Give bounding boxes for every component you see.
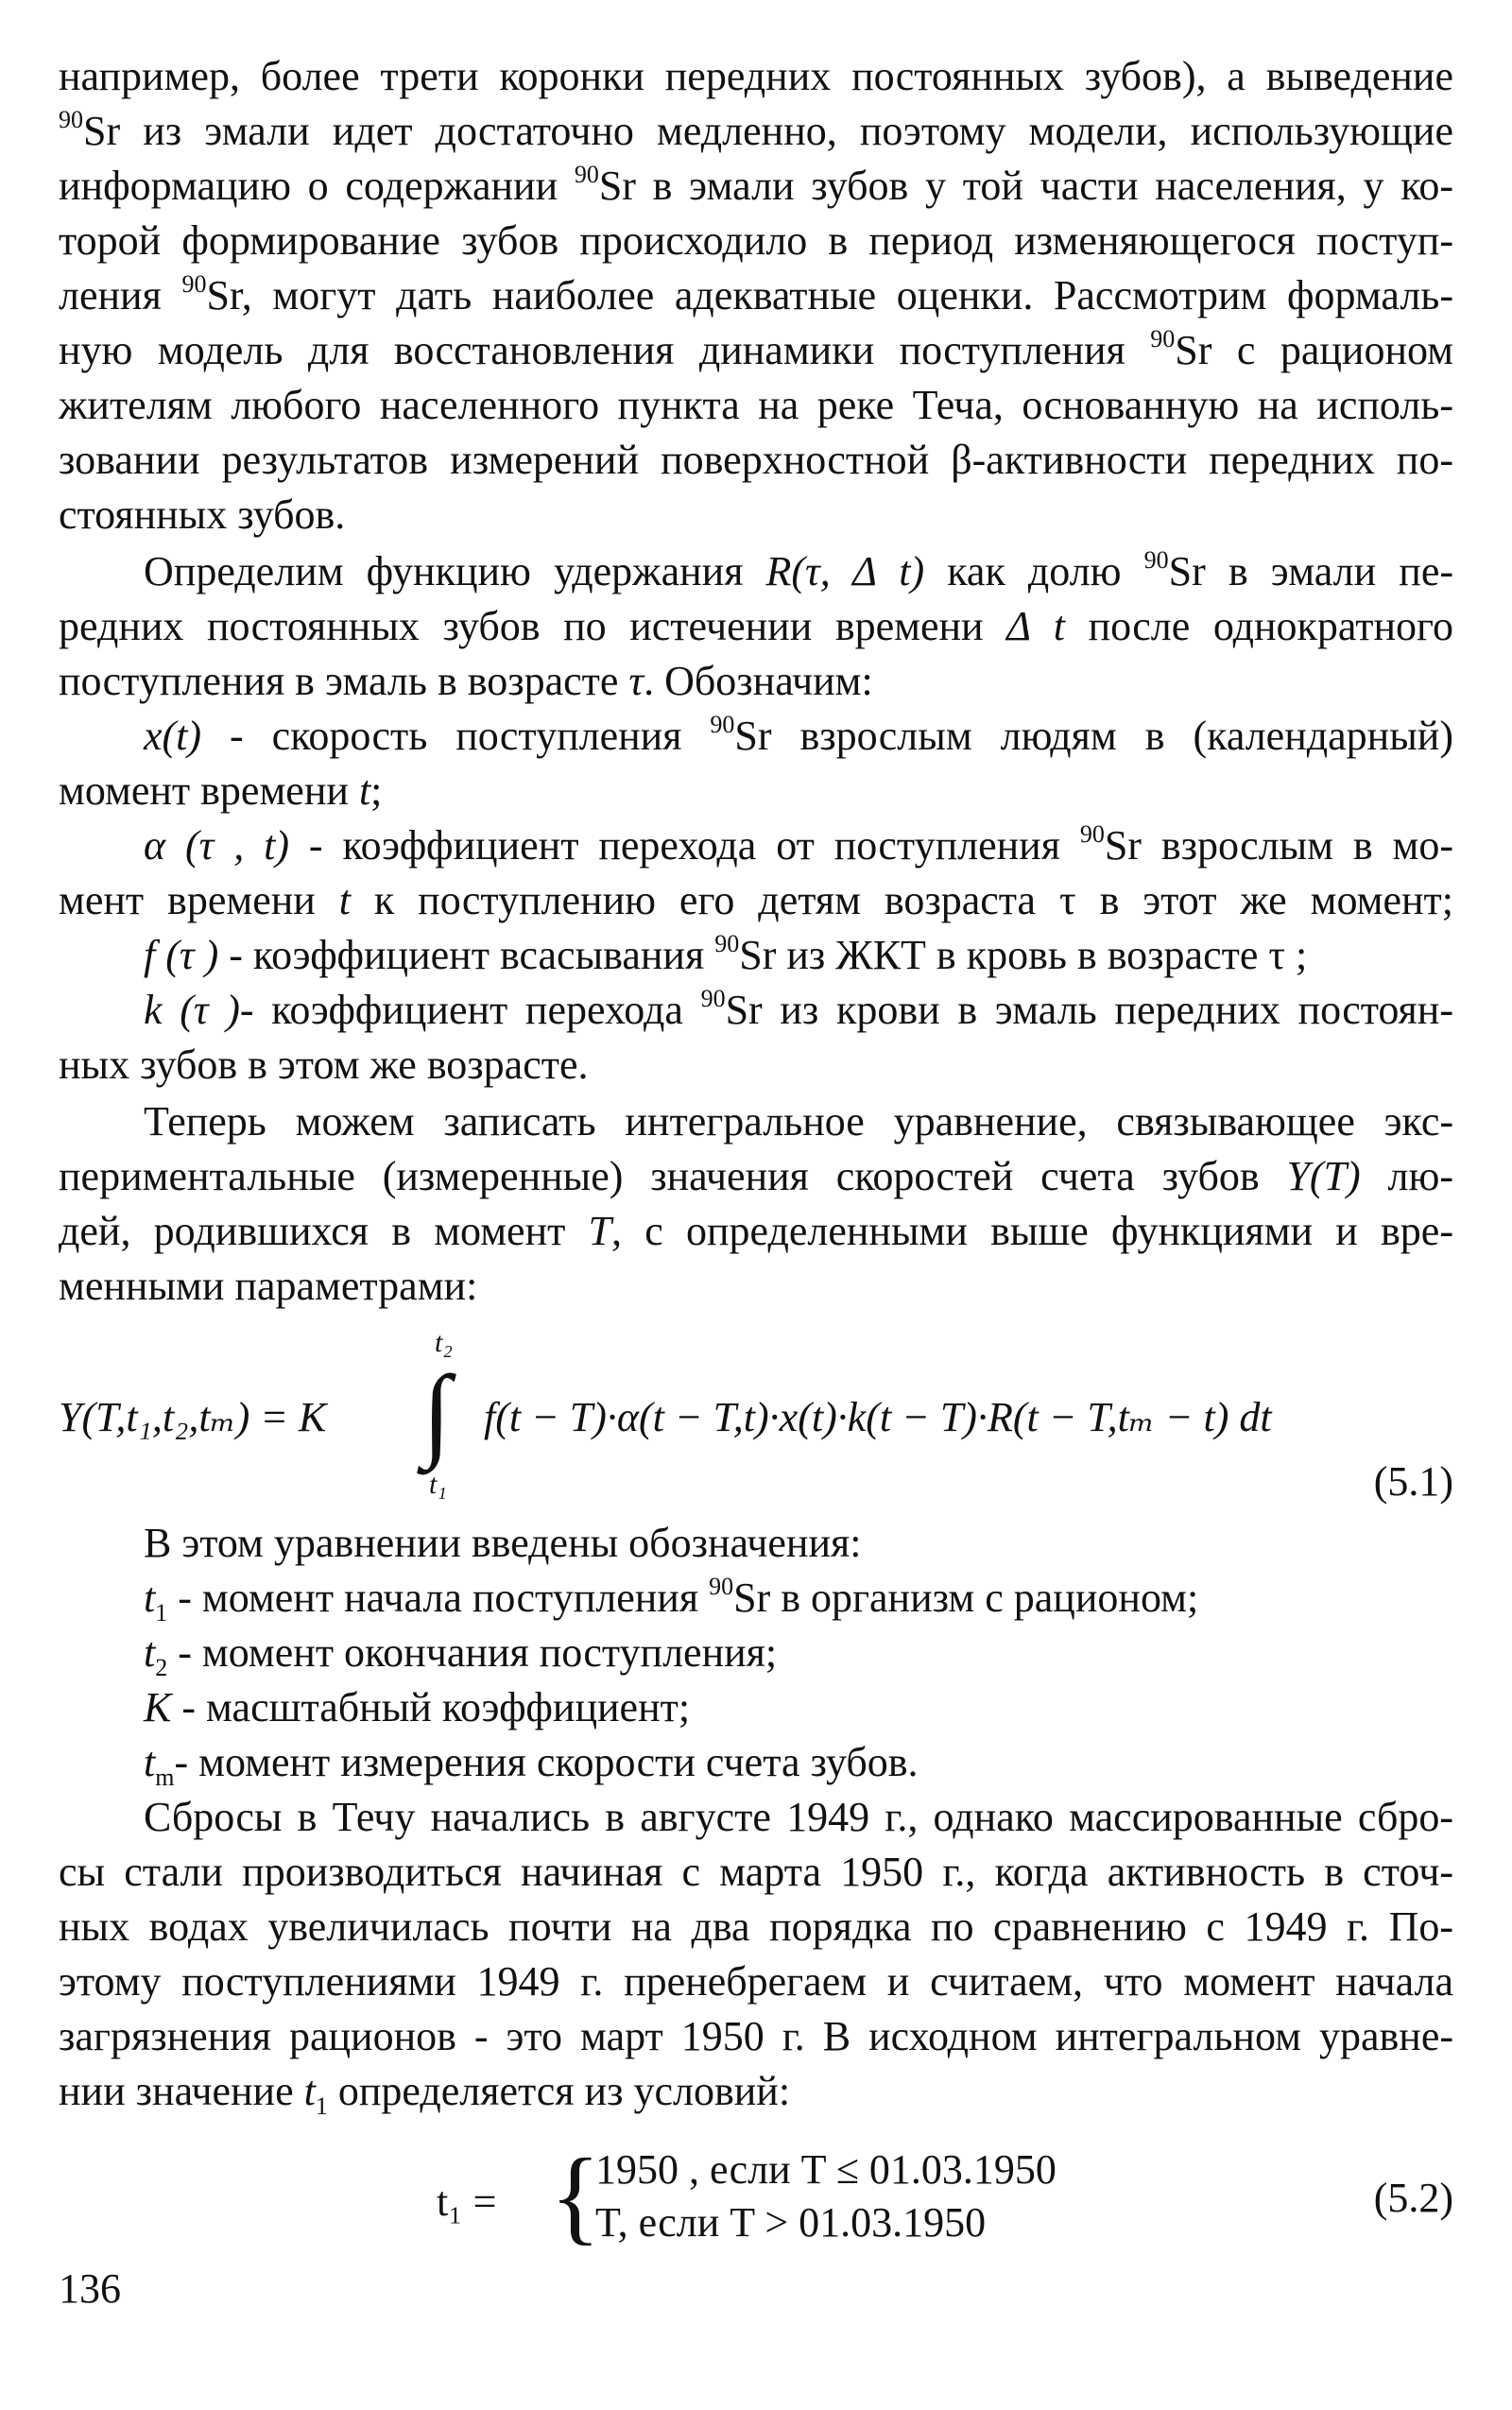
definition-item-continued: ных зубов в этом же возрасте. [59, 1041, 589, 1088]
definition-item: α (τ , t) - коэффициент перехода от поступления $^{90}$Sr взрослым в мо- [144, 820, 1454, 869]
text-line: торой формирование зубов происходило в период изменяющегося поступ- [59, 217, 1453, 264]
integrand: f(t − T)·α(t − T,t)·x(t)·k(t − T)·R(t − T,tₘ − t) dt [484, 1394, 1272, 1440]
definition-item: k (τ )- коэффициент перехода $^{90}$Sr из крови в эмаль передних постоян- [144, 985, 1453, 1033]
equation-number: (5.1) [1373, 1458, 1453, 1505]
equation-lhs: t₁ = [437, 2178, 497, 2225]
notation-item: $t_m-$ момент измерения скорости счета зубов. [144, 1739, 919, 1791]
text-line: Определим функцию удержания R(τ, Δ t) как долю $^{90}$Sr в эмали пе- [144, 546, 1454, 594]
notation-item: $t_2$ - момент окончания поступления; [144, 1629, 778, 1681]
integral-sign: ∫ [422, 1354, 452, 1470]
text-line: дей, родившихся в момент T, с определенными выше функциями и вре- [59, 1208, 1453, 1254]
equation-5-1 [59, 1327, 1453, 1516]
notation-item: $t_1$ - момент начала поступления $^{90}$Sr в организм с рационом; [144, 1573, 1199, 1627]
paragraph-continuation [59, 49, 1453, 542]
text-line: жителям любого населенного пункта на реке Теча, основанную на исполь- [59, 382, 1453, 428]
definition-item: f (τ ) - коэффициент всасывания $^{90}$Sr из ЖКТ в кровь в возрасте τ ; [144, 930, 1308, 978]
text-line: информацию о содержании $^{90}$Sr в эмали зубов у той части населения, у ко- [59, 161, 1453, 209]
text-line: ных водах увеличилась почти на два порядка по сравнению с 1949 г. По- [59, 1903, 1453, 1950]
text-line: $^{90}$Sr из эмали идет достаточно медленно, поэтому модели, использующие [59, 106, 1453, 154]
text-line: Сбросы в Течу начались в августе 1949 г., однако массированные сбро- [144, 1794, 1453, 1840]
equation-5-2 [59, 2138, 1453, 2259]
equation-lhs: Y(T,t₁,t₂,tₘ) = K [59, 1394, 327, 1440]
integral-upper-limit: t₂ [435, 1327, 453, 1358]
page-number: 136 [59, 2265, 121, 2312]
paragraph-retention-function [59, 544, 1453, 709]
paragraph-discharges [59, 1790, 1453, 2119]
text-line: загрязнения рационов - это март 1950 г. В исходном интегральном уравне- [59, 2013, 1453, 2059]
text-line: ления $^{90}$Sr, могут дать наиболее адекватные оценки. Рассмотрим формаль- [59, 270, 1453, 318]
case-second: T, если T > 01.03.1950 [595, 2199, 987, 2246]
text-line: поступления в эмаль в возрасте τ. Обозначим: [59, 658, 873, 704]
notation-intro: В этом уравнении введены обозначения: [144, 1520, 862, 1566]
text-line: менными параметрами: [59, 1263, 478, 1309]
text-line: сы стали производиться начиная с марта 1950 г., когда активность в сточ- [59, 1849, 1453, 1895]
text-line: стоянных зубов. [59, 491, 346, 538]
notation-item: K - масштабный коэффициент; [144, 1684, 691, 1730]
text-line: зовании результатов измерений поверхностной β-активности передних по- [59, 437, 1453, 483]
paragraph-integral-intro [59, 1094, 1453, 1314]
text-line: периментальные (измеренные) значения скоростей счета зубов Y(T) лю- [59, 1153, 1454, 1199]
text-line: например, более трети коронки передних постоянных зубов), а выведение [59, 53, 1453, 99]
notation-list [59, 1516, 1453, 1790]
equation-number: (5.2) [1373, 2175, 1453, 2221]
text-line: этому поступлениями 1949 г. пренебрегаем и считаем, что момент начала [59, 1958, 1453, 2005]
text-line: редних постоянных зубов по истечении времени Δ t после однократного [59, 603, 1453, 649]
definition-item-continued: мент времени t к поступлению его детям возраста τ в этот же момент; [59, 877, 1453, 923]
case-first: 1950 , если T ≤ 01.03.1950 [595, 2146, 1057, 2193]
cases-brace: { [550, 2138, 601, 2255]
text-line: нии значение $t_1$ определяется из условий: [59, 2068, 791, 2120]
definitions-list [59, 709, 1453, 1093]
definition-item: x(t) - скорость поступления $^{90}$Sr взрослым людям в (календарный) [144, 711, 1453, 759]
integral-lower-limit: t₁ [429, 1469, 447, 1500]
document-page [59, 49, 1453, 2259]
text-line: ную модель для восстановления динамики поступления $^{90}$Sr с рационом [59, 325, 1454, 373]
definition-item-continued: момент времени t; [59, 767, 383, 814]
text-line: Теперь можем записать интегральное уравнение, связывающее экс- [144, 1098, 1453, 1145]
